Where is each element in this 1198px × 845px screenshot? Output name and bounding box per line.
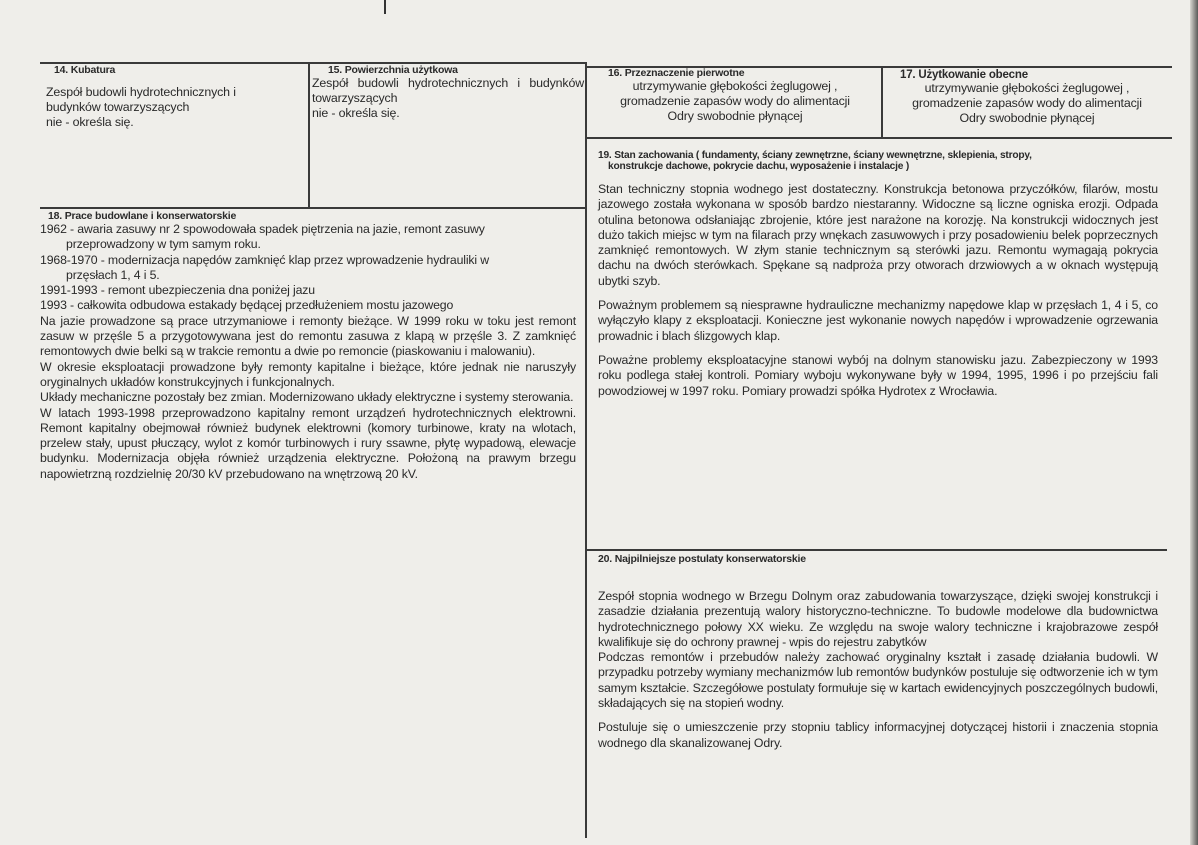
box-16-text [590, 79, 880, 125]
box-15-description: Zespół budowli hydrotechnicznych i budynków towarzyszących [312, 76, 584, 106]
box-19-header-line-2: konstrukcje dachowe, pokrycie dachu, wyposażenie i instalacje ) [608, 161, 910, 172]
box-20-paragraph: Zespół stopnia wodnego w Brzegu Dolnym oraz zabudowania towarzyszące, dzięki swojej konstrukcji i zasadzie działania prezentują walory historyczno-techniczne. To budowle modelowe dla budownictwa hydrotechnicznego połowy XX wieku. Ze względu na swoje walory techniczne i krajobrazowe zespół kwalifikuje się do ochrony prawnej - wpis do rejestru zabytków [598, 589, 1158, 649]
box-19-paragraph: Stan techniczny stopnia wodnego jest dostateczny. Konstrukcja betonowa przyczółków, filarów, mostu jazowego została wykonana w sposób bardzo niestaranny. Widoczne są liczne ogniska erozji. Odpada otulina betonowa odsłaniając zbrojenie, które jest narażone na korozję. Na konstrukcji widocznych jest dużo takich miejsc w tym na filarach przy wnękach zasuwowych i przy posadowieniu belek poprzecznych zamknięć remontowych. W złym stanie technicznym są sterówki jazu. Remontu wymagają pokrycia dachu na dwóch sterówkach. Spękane są nadproża przy otworach drzwiowych a w oknach występują ubytki szyb. [598, 182, 1158, 288]
rule-above-20 [586, 549, 1167, 551]
box-18-paragraph: Na jazie prowadzone są prace utrzymaniowe i remonty bieżące. W 1999 roku w toku jest remont zasuw w przęśle 5 a przygotowywana jest do remontu zasuwa z klapą w przęśle 3. Z zamknięć remontowych dwie belki są w trakcie remontu a dwie po remoncie (piaskowaniu i malowaniu). [40, 313, 576, 359]
box-18-item: przęsłach 1, 4 i 5. [66, 267, 160, 282]
box-19-paragraph: Poważne problemy eksploatacyjne stanowi wybój na dolnym stanowisku jazu. Zabezpieczony w 1993 roku podlega stałej kontroli. Pomiary wyboju wykonywane były w 1994, 1995, 1996 i po przejściu fali powodziowej w 1997 roku. Pomiary prowadzi spółka Hydrotex z Wrocławia. [598, 352, 1158, 398]
box-18-prace [40, 210, 576, 482]
box-17-line: gromadzenie zapasów wody do alimentacji [912, 96, 1142, 111]
rule-v-center [585, 62, 587, 838]
box-18-item: 1962 - awaria zasuwy nr 2 spowodowała spadek piętrzenia na jazie, remont zasuwy [40, 222, 485, 236]
box-17-uzytkowanie [886, 69, 1168, 127]
box-17-line: utrzymywanie głębokości żeglugowej , [924, 81, 1130, 95]
box-18-chronology [40, 222, 576, 314]
box-18-paragraph: Układy mechaniczne pozostały bez zmian. Modernizowano układy elektryczne i systemy sterowania. [40, 390, 574, 405]
box-14-line: Zespół budowli hydrotechnicznych i [46, 85, 236, 99]
fold-mark [384, 0, 386, 14]
box-16-line: gromadzenie zapasów wody do alimentacji [620, 94, 850, 109]
rule-v-14-15 [308, 62, 310, 208]
box-14-line: budynków towarzyszących [46, 100, 190, 115]
box-20-header: 20. Najpilniejsze postulaty konserwatorskie [598, 553, 806, 565]
rule-under-16-17 [586, 137, 1172, 139]
box-17-header: 17. Użytkowanie obecne [900, 69, 1028, 81]
box-19-paragraph: Poważnym problemem są niesprawne hydrauliczne mechanizmy napędowe klap w przęsłach 1, 4 i 5, co wyłączyło klapy z eksploatacji. Konieczne jest wykonanie nowych napędów i wprowadzenie ogrzewania prowadnic i blach ślizgowych klap. [598, 298, 1158, 343]
box-16-header: 16. Przeznaczenie pierwotne [608, 67, 745, 79]
box-16-przeznaczenie [590, 67, 880, 125]
box-17-line: Odry swobodnie płynącej [959, 111, 1095, 126]
box-18-item: 1968-1970 - modernizacja napędów zamknięć klap przez wprowadzenie hydrauliki w [40, 252, 489, 267]
box-20-paragraph: Podczas remontów i przebudów należy zachować oryginalny kształt i zasadę działania budowli. W przypadku potrzeby wymiany mechanizmów lub remontów budynków postuluje się odtworzenie ich w tym samym kształcie. Szczegółowe postulaty formułuje się w kartach ewidencyjnych poszczególnych budowli, składających się na stopień wodny. [598, 650, 1158, 711]
box-19-text [598, 182, 1158, 399]
box-18-paragraph: W latach 1993-1998 przeprowadzono kapitalny remont urządzeń hydrotechnicznych elektrowni. Remont kapitalny obejmował również budynek elektrowni (komory turbinowe, kraty na wlotach, przelew stały, upust płuczący, wylot z komór turbinowych i rury ssawne, płytę wypadową, elewacje budynku. Modernizacja objęła również urządzenia elektryczne. Położoną na prawym brzegu napowietrzną rozdzielnię 20/30 kV przebudowano na wnętrzową 20 kV. [40, 405, 576, 481]
box-20-postulaty [598, 553, 1158, 751]
box-16-line: Odry swobodnie płynącej [667, 109, 803, 124]
box-17-text [886, 81, 1168, 127]
box-18-description [40, 314, 576, 482]
box-15-note: nie - określa się. [312, 106, 400, 121]
rule-above-18 [40, 207, 586, 209]
box-18-header: 18. Prace budowlane i konserwatorskie [48, 210, 237, 222]
page-edge [1190, 0, 1198, 845]
box-14-line: nie - określa się. [46, 115, 134, 130]
box-14-kubatura [46, 64, 308, 131]
box-19-stan-zachowania [598, 150, 1158, 399]
box-15-powierzchnia [312, 64, 584, 122]
rule-v-16-17 [881, 66, 883, 138]
box-18-paragraph: W okresie eksploatacji prowadzone były remonty kapitalne i bieżące, które jednak nie naruszyły oryginalnych układów konstrukcyjnych i funkcjonalnych. [40, 359, 576, 389]
box-18-item: 1993 - całkowita odbudowa estakady będącej przedłużeniem mostu jazowego [40, 298, 454, 313]
box-14-header: 14. Kubatura [54, 64, 116, 76]
box-16-line: utrzymywanie głębokości żeglugowej , [632, 79, 838, 93]
box-18-item: przeprowadzony w tym samym roku. [66, 237, 261, 252]
box-15-header: 15. Powierzchnia użytkowa [328, 64, 458, 76]
box-18-item: 1991-1993 - remont ubezpieczenia dna poniżej jazu [40, 283, 315, 298]
box-20-text [598, 589, 1158, 751]
box-20-paragraph: Postuluje się o umieszczenie przy stopniu tablicy informacyjnej dotyczącej historii i znaczenia stopnia wodnego dla skanalizowanej Odry. [598, 720, 1158, 750]
box-14-text [46, 85, 308, 131]
box-15-text [312, 76, 584, 122]
box-19-header-line-1: 19. Stan zachowania ( fundamenty, ściany zewnętrzne, ściany wewnętrzne, sklepienia, stropy, [598, 150, 1032, 161]
